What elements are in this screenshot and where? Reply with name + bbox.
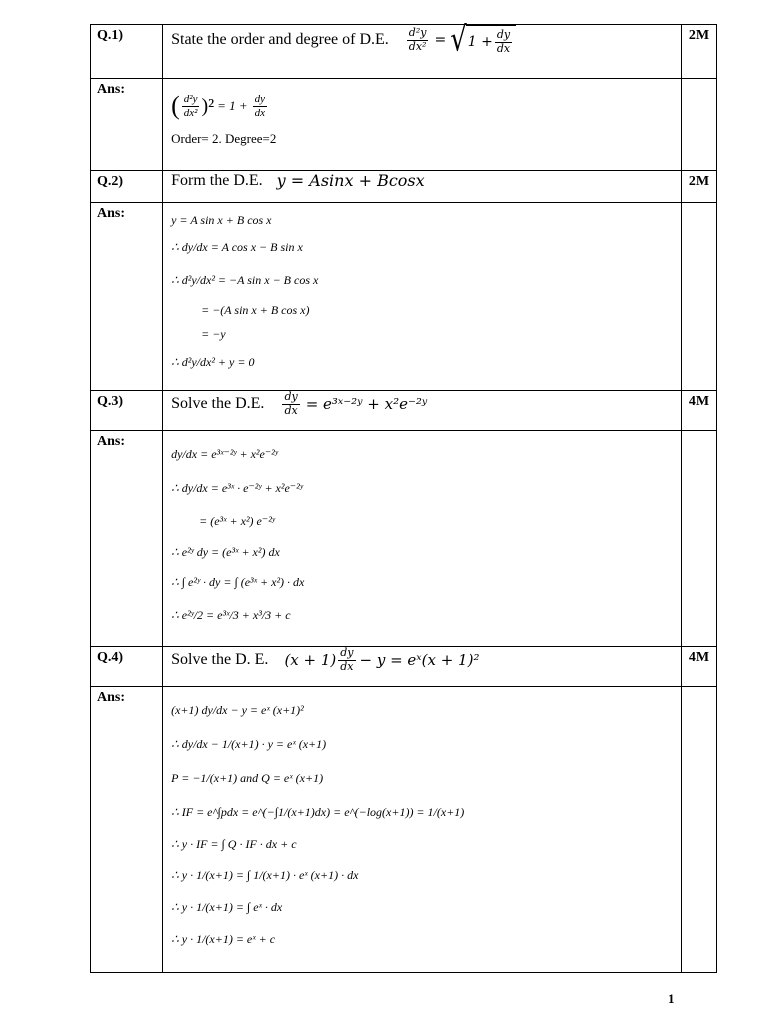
q1-equation: $\frac{\text{d²y}}{\text{dx²}}$ = √ 1 + $\frac{dy}{dx}$ — [405, 25, 516, 55]
q4-answer-row — [91, 687, 717, 973]
q2-answer — [163, 203, 682, 391]
q2-step: = −(A sin x + B cos x) — [201, 302, 310, 317]
q2-step: ∴ dy/dx = A cos x − B sin x — [171, 239, 303, 254]
q3-ans-label: Ans: — [91, 431, 163, 647]
q4-ans-marks — [681, 687, 716, 973]
q2-step: = −y — [201, 326, 226, 341]
q3-step: ∴ e²ʸ dy = (e³ˣ + x²) dx — [171, 544, 280, 559]
q1-answer — [163, 79, 682, 171]
q3-step: ∴ e²ʸ/2 = e³ˣ/3 + x³/3 + c — [171, 607, 291, 622]
q1-label: Q.1) — [91, 25, 163, 79]
q2-text: Form the D.E. — [171, 171, 263, 189]
q1-text-cell — [163, 20, 682, 79]
q4-ans-label: Ans: — [91, 687, 163, 973]
q4-step: ∴ y · 1/(x+1) = ∫ 1/(x+1) · eˣ (x+1) · dx — [171, 867, 359, 882]
q1-ans-label: Ans: — [91, 79, 163, 171]
q2-row — [91, 171, 717, 203]
q4-step: ∴ IF = e^∫pdx = e^(−∫1/(x+1)dx) = e^(−log(x+1)) = 1/(x+1) — [171, 804, 465, 819]
q3-answer-row — [91, 431, 717, 647]
q1-text: State the order and degree of D.E. — [171, 31, 389, 49]
q2-label: Q.2) — [91, 171, 163, 203]
q2-ans-label: Ans: — [91, 203, 163, 391]
q4-step: ∴ dy/dx − 1/(x+1) · y = eˣ (x+1) — [171, 736, 327, 751]
question-table — [90, 20, 717, 973]
q2-step: ∴ d²y/dx² + y = 0 — [171, 354, 255, 369]
q3-ans-marks — [681, 431, 716, 647]
q4-equation: (x + 1) $\frac{dy}{dx}$ − y = eˣ(x + 1)² — [284, 646, 480, 673]
q4-step: ∴ y · 1/(x+1) = eˣ + c — [171, 931, 276, 946]
q4-answer — [163, 687, 682, 973]
page-number: 1 — [668, 991, 675, 1006]
q4-step: P = −1/(x+1) and Q = eˣ (x+1) — [171, 770, 324, 785]
q4-text-cell — [163, 647, 682, 687]
q3-step: dy/dx = e³ˣ⁻²ʸ + x²e⁻²ʸ — [171, 446, 278, 461]
q2-step: y = A sin x + B cos x — [171, 212, 272, 227]
q3-marks: 4M — [681, 391, 716, 431]
q4-label: Q.4) — [91, 647, 163, 687]
q3-answer — [163, 431, 682, 647]
q4-step: ∴ y · IF = ∫ Q · IF · dx + c — [171, 836, 297, 851]
q4-text: Solve the D. E. — [171, 651, 269, 669]
q1-ans-marks — [681, 79, 716, 171]
q4-row — [91, 647, 717, 687]
q1-answer-row — [91, 79, 717, 171]
q3-row — [91, 391, 717, 431]
q4-step: ∴ y · 1/(x+1) = ∫ eˣ · dx — [171, 899, 283, 914]
q2-marks: 2M — [681, 171, 716, 203]
q3-step: ∴ ∫ e²ʸ · dy = ∫ (e³ˣ + x²) · dx — [171, 574, 305, 589]
q2-answer-row — [91, 203, 717, 391]
q3-step: ∴ dy/dx = e³ˣ · e⁻²ʸ + x²e⁻²ʸ — [171, 480, 303, 495]
q2-step: ∴ d²y/dx² = −A sin x − B cos x — [171, 272, 319, 287]
q1-result: Order= 2. Degree=2 — [171, 131, 277, 146]
q3-equation: $\frac{dy}{dx}$ = e³ˣ⁻²ʸ + x²e⁻²ʸ — [284, 390, 428, 417]
q1-marks: 2M — [681, 25, 716, 79]
q2-ans-marks — [681, 203, 716, 391]
q1-row — [91, 25, 717, 79]
q3-step: = (e³ˣ + x²) e⁻²ʸ — [199, 513, 275, 528]
q2-equation: y = Asinx + Bcosx — [276, 171, 425, 190]
q4-marks: 4M — [681, 647, 716, 687]
q2-text-cell — [163, 171, 682, 203]
q3-text-cell — [163, 391, 682, 431]
q3-label: Q.3) — [91, 391, 163, 431]
q4-step: (x+1) dy/dx − y = eˣ (x+1)² — [171, 702, 304, 717]
q3-text: Solve the D.E. — [171, 395, 265, 413]
q1-ans-equation: ( $\frac{\text{d²y}}{\text{dx²}}$ )² = 1 + $\frac{dy}{dx}$ — [171, 91, 266, 120]
